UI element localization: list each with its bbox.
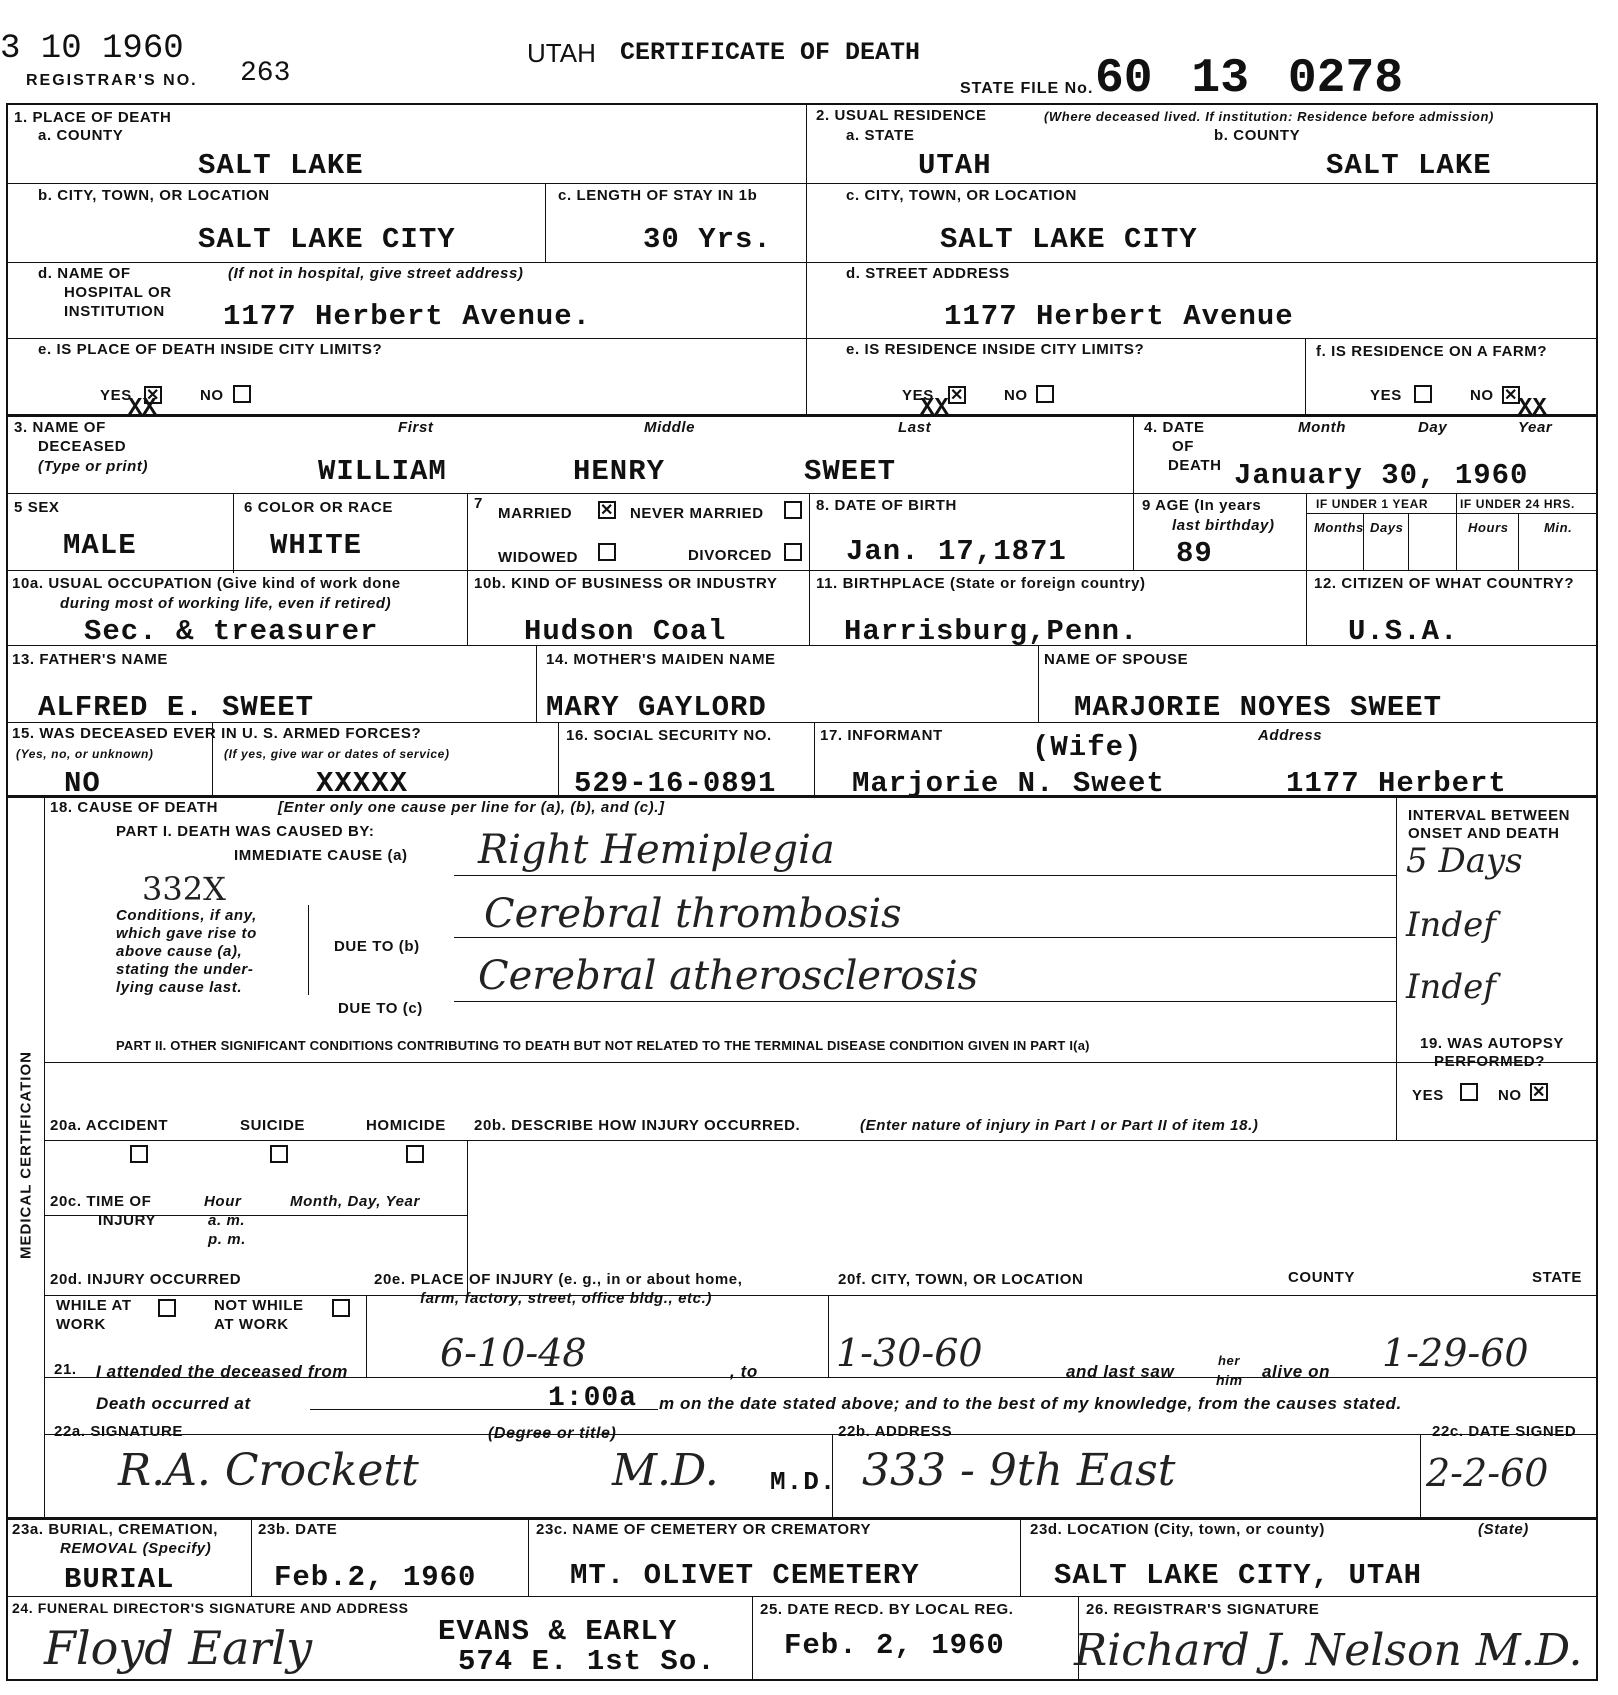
- immediate-cause-label: IMMEDIATE CAUSE (a): [234, 847, 408, 864]
- injury-occurred-label: 20d. INJURY OCCURRED: [50, 1271, 242, 1288]
- burial-label-1: 23a. BURIAL, CREMATION,: [12, 1521, 219, 1538]
- father-label: 13. FATHER'S NAME: [12, 651, 169, 668]
- death-county-label: a. COUNTY: [38, 127, 124, 144]
- am-label: a. m.: [208, 1212, 246, 1229]
- time-of-injury-label-1: 20c. TIME OF: [50, 1193, 152, 1210]
- her-label: her: [1218, 1353, 1241, 1368]
- burial-location-label: 23d. LOCATION (City, town, or county): [1030, 1521, 1325, 1538]
- cause-c: Cerebral atherosclerosis: [478, 953, 979, 999]
- informant-relation: (Wife): [1032, 731, 1143, 764]
- residence-city: SALT LAKE CITY: [940, 223, 1198, 256]
- farm-yes-label: YES: [1370, 387, 1402, 404]
- months-label: Months: [1314, 520, 1364, 535]
- hospital: 1177 Herbert Avenue.: [223, 300, 592, 333]
- autopsy-yes-label: YES: [1412, 1087, 1444, 1104]
- sex: MALE: [63, 529, 137, 562]
- death-occurred-at-label: Death occurred at: [96, 1394, 251, 1413]
- physician-signature: R.A. Crockett: [118, 1445, 419, 1496]
- not-at-work-checkbox[interactable]: [332, 1299, 350, 1317]
- autopsy-label-2: PERFORMED?: [1434, 1053, 1545, 1070]
- icd-code: 332X: [142, 870, 226, 908]
- accident-label: 20a. ACCIDENT: [50, 1117, 169, 1134]
- first-name: WILLIAM: [318, 455, 447, 488]
- month-day-year-label: Month, Day, Year: [290, 1193, 420, 1210]
- father-name: ALFRED E. SWEET: [38, 691, 315, 724]
- date-of-death-label-2: OF: [1172, 438, 1195, 455]
- state-file-no: 60 13 0278: [1095, 52, 1404, 106]
- death-inside-yes-label: YES: [100, 387, 132, 404]
- farm-no-label: NO: [1470, 387, 1494, 404]
- degree-label: (Degree or title): [488, 1425, 617, 1442]
- informant-address: 1177 Herbert: [1286, 767, 1507, 800]
- informant-name: Marjorie N. Sweet: [852, 767, 1165, 800]
- suicide-label: SUICIDE: [240, 1117, 306, 1134]
- date-of-death-label-1: 4. DATE: [1144, 419, 1205, 436]
- date-recd-label: 25. DATE RECD. BY LOCAL REG.: [760, 1601, 1014, 1618]
- deceased-name-label-1: 3. NAME OF: [14, 419, 106, 436]
- attended-from: 6-10-48: [440, 1331, 587, 1375]
- year-label: Year: [1518, 419, 1553, 436]
- divorced-label: DIVORCED: [688, 547, 772, 564]
- business: Hudson Coal: [524, 615, 727, 648]
- injury-desc-label: 20b. DESCRIBE HOW INJURY OCCURRED.: [474, 1117, 801, 1134]
- days-label: Days: [1370, 520, 1404, 535]
- physician-degree: M.D.: [770, 1467, 837, 1497]
- death-certificate-form: [6, 103, 1598, 1681]
- residence-note: (Where deceased lived. If institution: Residence before admission): [1044, 109, 1494, 124]
- date-of-death: January 30, 1960: [1234, 459, 1529, 492]
- middle-name: HENRY: [573, 455, 666, 488]
- suicide-checkbox[interactable]: [270, 1145, 288, 1163]
- age-label-1: 9 AGE (In years: [1142, 497, 1262, 514]
- interval-b: Indef: [1406, 905, 1496, 945]
- residence-state-label: a. STATE: [846, 127, 915, 144]
- residence-inside-yes-checkbox[interactable]: [948, 386, 966, 404]
- date-of-death-label-3: DEATH: [1168, 457, 1222, 474]
- form-title: CERTIFICATE OF DEATH: [620, 38, 921, 67]
- occupation-label-1: 10a. USUAL OCCUPATION (Give kind of work done: [12, 575, 401, 592]
- physician-address: 333 - 9th East: [862, 1445, 1176, 1496]
- attended-num: 21.: [54, 1361, 77, 1378]
- injury-city-label: 20f. CITY, TOWN, OR LOCATION: [838, 1271, 1084, 1288]
- form-state: UTAH: [527, 38, 596, 68]
- homicide-checkbox[interactable]: [406, 1145, 424, 1163]
- business-label: 10b. KIND OF BUSINESS OR INDUSTRY: [474, 575, 778, 592]
- hospital-label-3: INSTITUTION: [64, 303, 165, 320]
- spouse-name: MARJORIE NOYES SWEET: [1074, 691, 1443, 724]
- death-inside-no-checkbox[interactable]: [233, 385, 251, 403]
- death-county: SALT LAKE: [198, 149, 364, 182]
- occupation: Sec. & treasurer: [84, 615, 379, 648]
- date-signed-label: 22c. DATE SIGNED: [1432, 1423, 1577, 1440]
- burial-date: Feb.2, 1960: [274, 1561, 477, 1594]
- residence-state: UTAH: [918, 149, 992, 182]
- state-file-label: STATE FILE No.: [960, 80, 1094, 97]
- at-work-checkbox[interactable]: [158, 1299, 176, 1317]
- alive-on-label: alive on: [1262, 1362, 1331, 1381]
- conditions-note-2: which gave rise to: [116, 925, 257, 942]
- conditions-note-3: above cause (a),: [116, 943, 243, 960]
- informant-address-label: Address: [1258, 727, 1323, 744]
- ssn-label: 16. SOCIAL SECURITY NO.: [566, 727, 772, 744]
- burial-date-label: 23b. DATE: [258, 1521, 338, 1538]
- residence-inside-no-checkbox[interactable]: [1036, 385, 1054, 403]
- spouse-label: NAME OF SPOUSE: [1044, 651, 1189, 668]
- interval-c: Indef: [1406, 967, 1496, 1007]
- last-saw-label: and last saw: [1066, 1362, 1175, 1381]
- registrar-no-label: REGISTRAR'S NO.: [26, 72, 198, 89]
- min-label: Min.: [1544, 520, 1573, 535]
- autopsy-no-checkbox[interactable]: [1530, 1083, 1548, 1101]
- under-24-hrs-label: IF UNDER 24 HRS.: [1460, 497, 1575, 511]
- place-of-injury-label-1: 20e. PLACE OF INJURY (e. g., in or about home,: [374, 1271, 743, 1288]
- length-of-stay-label: c. LENGTH OF STAY IN 1b: [558, 187, 758, 204]
- age-label-2: last birthday): [1172, 517, 1275, 534]
- widowed-label: WIDOWED: [498, 549, 579, 566]
- part-2-label: PART II. OTHER SIGNIFICANT CONDITIONS CONTRIBUTING TO DEATH BUT NOT RELATED TO THE TERMINAL DISEASE CONDITION GIVEN IN PART I(a): [116, 1038, 1090, 1053]
- place-of-injury-label-2: farm, factory, street, office bldg., etc.): [420, 1290, 712, 1307]
- death-city: SALT LAKE CITY: [198, 223, 456, 256]
- residence-street-label: d. STREET ADDRESS: [846, 265, 1010, 282]
- attended-to: 1-30-60: [836, 1331, 983, 1375]
- informant-label: 17. INFORMANT: [820, 727, 943, 744]
- not-at-work-label-1: NOT WHILE: [214, 1297, 304, 1314]
- divorced-checkbox[interactable]: [784, 543, 802, 561]
- residence-inside-mark: XX: [920, 395, 949, 422]
- farm-yes-checkbox[interactable]: [1414, 385, 1432, 403]
- mother-label: 14. MOTHER'S MAIDEN NAME: [546, 651, 776, 668]
- farm-mark: XX: [1518, 395, 1547, 422]
- married-checkbox[interactable]: [598, 501, 616, 519]
- residence-county: SALT LAKE: [1326, 149, 1492, 182]
- residence-city-label: c. CITY, TOWN, OR LOCATION: [846, 187, 1077, 204]
- injury-county-label: COUNTY: [1288, 1269, 1355, 1286]
- time-of-death: 1:00a: [548, 1383, 638, 1414]
- race-label: 6 COLOR OR RACE: [244, 499, 394, 516]
- residence-street: 1177 Herbert Avenue: [944, 300, 1294, 333]
- ssn: 529-16-0891: [574, 767, 777, 800]
- last-name-label: Last: [898, 419, 932, 436]
- burial-method: BURIAL: [64, 1563, 175, 1596]
- autopsy-label-1: 19. WAS AUTOPSY: [1420, 1035, 1565, 1052]
- registrar-signature-label: 26. REGISTRAR'S SIGNATURE: [1086, 1601, 1320, 1618]
- residence-inside-no-label: NO: [1004, 387, 1028, 404]
- cause-a: Right Hemiplegia: [478, 827, 835, 873]
- funeral-home-address: 574 E. 1st So.: [458, 1645, 716, 1678]
- hospital-label-2: HOSPITAL OR: [64, 284, 172, 301]
- birthplace: Harrisburg,Penn.: [844, 615, 1139, 648]
- conditions-note-5: lying cause last.: [116, 979, 243, 996]
- conditions-bracket: [308, 905, 315, 995]
- hour-label: Hour: [204, 1193, 242, 1210]
- death-inside-mark: XX: [128, 395, 157, 422]
- pm-label: p. m.: [208, 1231, 247, 1248]
- hospital-label-1: d. NAME OF: [38, 265, 131, 282]
- interval-label-1: INTERVAL BETWEEN: [1408, 807, 1571, 824]
- sex-label: 5 SEX: [14, 499, 60, 516]
- time-of-injury-label-2: INJURY: [98, 1212, 157, 1229]
- race: WHITE: [270, 529, 363, 562]
- hospital-note: (If not in hospital, give street address): [228, 265, 524, 282]
- armed-forces-sub-1: (Yes, no, or unknown): [16, 747, 154, 761]
- burial-location: SALT LAKE CITY, UTAH: [1054, 1559, 1423, 1592]
- due-to-b-label: DUE TO (b): [334, 938, 420, 955]
- autopsy-yes-checkbox[interactable]: [1460, 1083, 1478, 1101]
- never-married-checkbox[interactable]: [784, 501, 802, 519]
- conditions-note-1: Conditions, if any,: [116, 907, 257, 924]
- interval-label-2: ONSET AND DEATH: [1408, 825, 1560, 842]
- widowed-checkbox[interactable]: [598, 543, 616, 561]
- occupation-label-2: during most of working life, even if retired): [60, 595, 392, 612]
- armed-forces-label: 15. WAS DECEASED EVER IN U. S. ARMED FORCES?: [12, 725, 422, 742]
- dob-label: 8. DATE OF BIRTH: [816, 497, 957, 514]
- residence-inside-yes-label: YES: [902, 387, 934, 404]
- birthplace-label: 11. BIRTHPLACE (State or foreign country): [816, 575, 1146, 592]
- attended-label: I attended the deceased from: [96, 1362, 349, 1381]
- month-label: Month: [1298, 419, 1346, 436]
- deceased-name-label-3: (Type or print): [38, 458, 149, 475]
- date-of-birth: Jan. 17,1871: [846, 535, 1067, 568]
- stamp-date: 3 10 1960: [0, 30, 184, 68]
- to-label: , to: [730, 1362, 758, 1381]
- middle-name-label: Middle: [644, 419, 696, 436]
- hours-label: Hours: [1468, 520, 1509, 535]
- never-married-label: NEVER MARRIED: [630, 505, 764, 522]
- conditions-note-4: stating the under-: [116, 961, 254, 978]
- last-saw-date: 1-29-60: [1382, 1331, 1529, 1375]
- married-label: MARRIED: [498, 505, 573, 522]
- cemetery-label: 23c. NAME OF CEMETERY OR CREMATORY: [536, 1521, 872, 1538]
- injury-desc-note: (Enter nature of injury in Part I or Part II of item 18.): [860, 1117, 1259, 1134]
- armed-forces-sub-2: (If yes, give war or dates of service): [224, 747, 450, 761]
- mother-name: MARY GAYLORD: [546, 691, 767, 724]
- death-city-label: b. CITY, TOWN, OR LOCATION: [38, 187, 270, 204]
- medical-certification-label: MEDICAL CERTIFICATION: [17, 1051, 35, 1259]
- not-at-work-label-2: AT WORK: [214, 1316, 289, 1333]
- at-work-label-1: WHILE AT: [56, 1297, 132, 1314]
- interval-a: 5 Days: [1406, 841, 1523, 881]
- accident-checkbox[interactable]: [130, 1145, 148, 1163]
- place-of-death-label: 1. PLACE OF DEATH: [14, 109, 172, 126]
- cause-b: Cerebral thrombosis: [484, 891, 902, 937]
- cause-of-death-label: 18. CAUSE OF DEATH: [50, 799, 219, 816]
- deceased-name-label-2: DECEASED: [38, 438, 127, 455]
- burial-state-label: (State): [1478, 1521, 1529, 1538]
- funeral-home-name: EVANS & EARLY: [438, 1615, 678, 1648]
- farm-label: f. IS RESIDENCE ON A FARM?: [1316, 343, 1548, 360]
- registrar-no: 263: [240, 58, 291, 89]
- service-dates: XXXXX: [316, 767, 409, 800]
- length-of-stay: 30 Yrs.: [643, 223, 772, 256]
- under-1-year-label: IF UNDER 1 YEAR: [1316, 497, 1429, 511]
- autopsy-no-label: NO: [1498, 1087, 1522, 1104]
- citizen: U.S.A.: [1348, 615, 1459, 648]
- citizen-label: 12. CITIZEN OF WHAT COUNTRY?: [1314, 575, 1575, 592]
- due-to-c-label: DUE TO (c): [338, 1000, 423, 1017]
- funeral-director-signature: Floyd Early: [44, 1621, 313, 1675]
- injury-state-label: STATE: [1532, 1269, 1582, 1286]
- age: 89: [1176, 537, 1213, 570]
- funeral-director-label: 24. FUNERAL DIRECTOR'S SIGNATURE AND ADDRESS: [12, 1600, 409, 1616]
- residence-label: 2. USUAL RESIDENCE: [816, 107, 987, 124]
- death-inside-city-label: e. IS PLACE OF DEATH INSIDE CITY LIMITS?: [38, 341, 383, 358]
- death-inside-no-label: NO: [200, 387, 224, 404]
- residence-county-label: b. COUNTY: [1214, 127, 1301, 144]
- signature-label: 22a. SIGNATURE: [54, 1423, 183, 1440]
- burial-label-2: REMOVAL (Specify): [60, 1540, 212, 1557]
- physician-signature-title: M.D.: [612, 1445, 719, 1496]
- first-name-label: First: [398, 419, 434, 436]
- marital-num: 7: [474, 495, 483, 512]
- date-signed: 2-2-60: [1426, 1451, 1549, 1495]
- date-recd: Feb. 2, 1960: [784, 1629, 1005, 1662]
- part-1-label: PART I. DEATH WAS CAUSED BY:: [116, 823, 375, 840]
- homicide-label: HOMICIDE: [366, 1117, 446, 1134]
- at-work-label-2: WORK: [56, 1316, 106, 1333]
- him-label: him: [1216, 1372, 1243, 1388]
- day-label: Day: [1418, 419, 1448, 436]
- cemetery: MT. OLIVET CEMETERY: [570, 1559, 920, 1592]
- last-name: SWEET: [804, 455, 897, 488]
- residence-inside-city-label: e. IS RESIDENCE INSIDE CITY LIMITS?: [846, 341, 1145, 358]
- armed-forces: NO: [64, 767, 101, 800]
- registrar-signature: Richard J. Nelson M.D.: [1074, 1625, 1583, 1676]
- death-statement: m on the date stated above; and to the best of my knowledge, from the causes stated.: [659, 1394, 1402, 1413]
- cause-of-death-note: [Enter only one cause per line for (a), (b), and (c).]: [278, 799, 665, 816]
- address-label: 22b. ADDRESS: [838, 1423, 953, 1440]
